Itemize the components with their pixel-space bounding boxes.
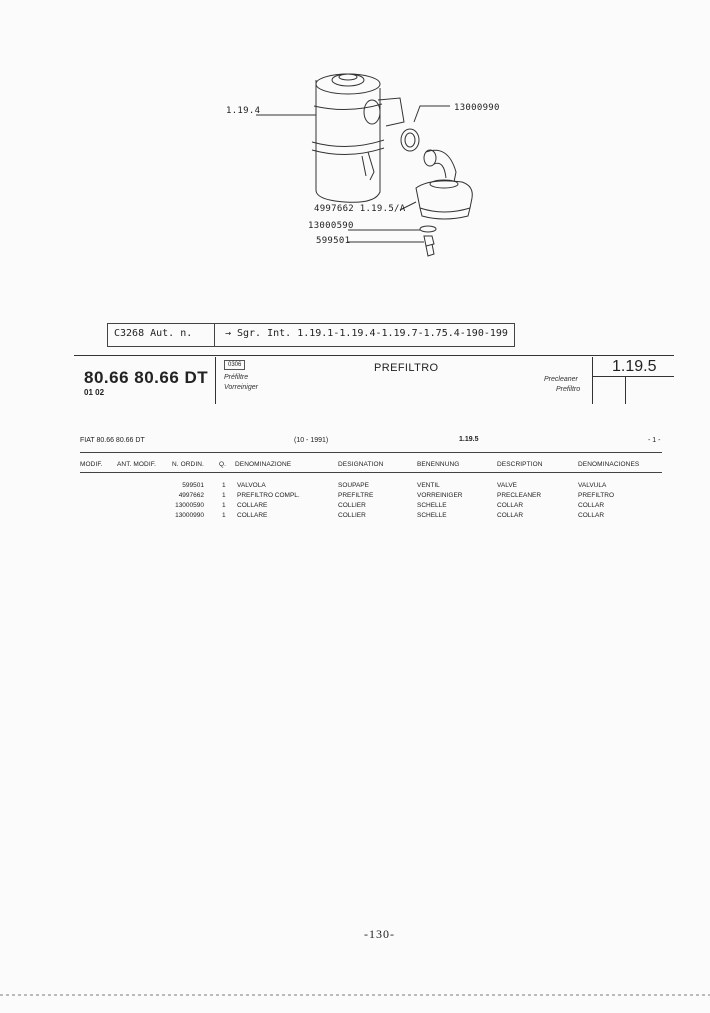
col-ant-modif: ANT. MODIF.: [117, 461, 157, 468]
prefilter-drawing: [220, 60, 500, 270]
scan-edge-artifact: [0, 994, 710, 996]
name-spanish: VALVULA: [578, 482, 607, 489]
title-divider-small: [625, 376, 626, 404]
name-german: SCHELLE: [417, 502, 447, 509]
name-french: COLLIER: [338, 512, 366, 519]
col-designation: DESIGNATION: [338, 461, 384, 468]
title-spanish: Prefiltro: [556, 386, 581, 393]
name-spanish: PREFILTRO: [578, 492, 614, 499]
name-spanish: COLLAR: [578, 502, 605, 509]
arrow-right-icon: →: [224, 328, 231, 339]
name-english: COLLAR: [497, 502, 524, 509]
col-benennung: BENENNUNG: [417, 461, 460, 468]
reference-box: [107, 323, 515, 347]
name-french: COLLIER: [338, 502, 366, 509]
name-italian: COLLARE: [237, 502, 268, 509]
title-block-top-rule: [74, 355, 674, 356]
title-english: Precleaner: [544, 376, 578, 383]
name-german: VENTIL: [417, 482, 440, 489]
quantity: 1: [222, 502, 226, 509]
callout-1-19-4: 1.19.4: [226, 106, 261, 116]
vehicle-label: FIAT 80.66 80.66 DT: [80, 437, 145, 444]
sheet-number: - 1 -: [648, 437, 661, 444]
model-sub: 01 02: [84, 388, 105, 397]
callout-4997662: 4997662 1.19.5/A: [314, 204, 406, 214]
name-spanish: COLLAR: [578, 512, 605, 519]
group-number: 1.19.5: [612, 358, 657, 375]
callout-599501: 599501: [316, 236, 351, 246]
col-modif: MODIF.: [80, 461, 103, 468]
part-number: 13000590: [175, 502, 204, 509]
section-code: 0306: [224, 360, 245, 370]
parts-diagram: [220, 60, 500, 270]
quantity: 1: [222, 492, 226, 499]
reference-left: C3268 Aut. n.: [108, 324, 215, 346]
table-rule-top: [80, 452, 662, 453]
title-french: Préfiltre: [224, 374, 249, 381]
name-english: PRECLEANER: [497, 492, 542, 499]
table-rule-header: [80, 472, 662, 473]
quantity: 1: [222, 512, 226, 519]
model-name: 80.66 80.66 DT: [84, 368, 209, 387]
title-german: Vorreiniger: [224, 384, 258, 391]
col-denominazione: DENOMINAZIONE: [235, 461, 292, 468]
col-n-ordin: N. ORDIN.: [172, 461, 204, 468]
name-french: PREFILTRE: [338, 492, 374, 499]
col-description: DESCRIPTION: [497, 461, 543, 468]
callout-13000590: 13000590: [308, 221, 354, 231]
name-italian: VALVOLA: [237, 482, 266, 489]
name-french: SOUPAPE: [338, 482, 369, 489]
name-italian: PREFILTRO COMPL.: [237, 492, 300, 499]
page-title: PREFILTRO: [374, 362, 439, 374]
name-english: COLLAR: [497, 512, 524, 519]
name-english: VALVE: [497, 482, 517, 489]
name-german: SCHELLE: [417, 512, 447, 519]
part-number: 4997662: [178, 492, 204, 499]
date-label: (10 - 1991): [294, 437, 329, 444]
part-number: 599501: [182, 482, 204, 489]
title-divider-left: [215, 357, 216, 404]
name-german: VORREINIGER: [417, 492, 463, 499]
page-number: -130-: [364, 927, 395, 941]
title-divider-right: [592, 357, 593, 404]
table-group-number: 1.19.5: [459, 436, 479, 443]
name-italian: COLLARE: [237, 512, 268, 519]
part-number: 13000990: [175, 512, 204, 519]
callout-13000990: 13000990: [454, 103, 500, 113]
quantity: 1: [222, 482, 226, 489]
col-qty: Q.: [219, 461, 227, 468]
reference-right: Sgr. Int. 1.19.1-1.19.4-1.19.7-1.75.4-190-199: [237, 328, 508, 339]
col-denominaciones: DENOMINACIONES: [578, 461, 640, 468]
group-box-rule: [592, 376, 674, 377]
